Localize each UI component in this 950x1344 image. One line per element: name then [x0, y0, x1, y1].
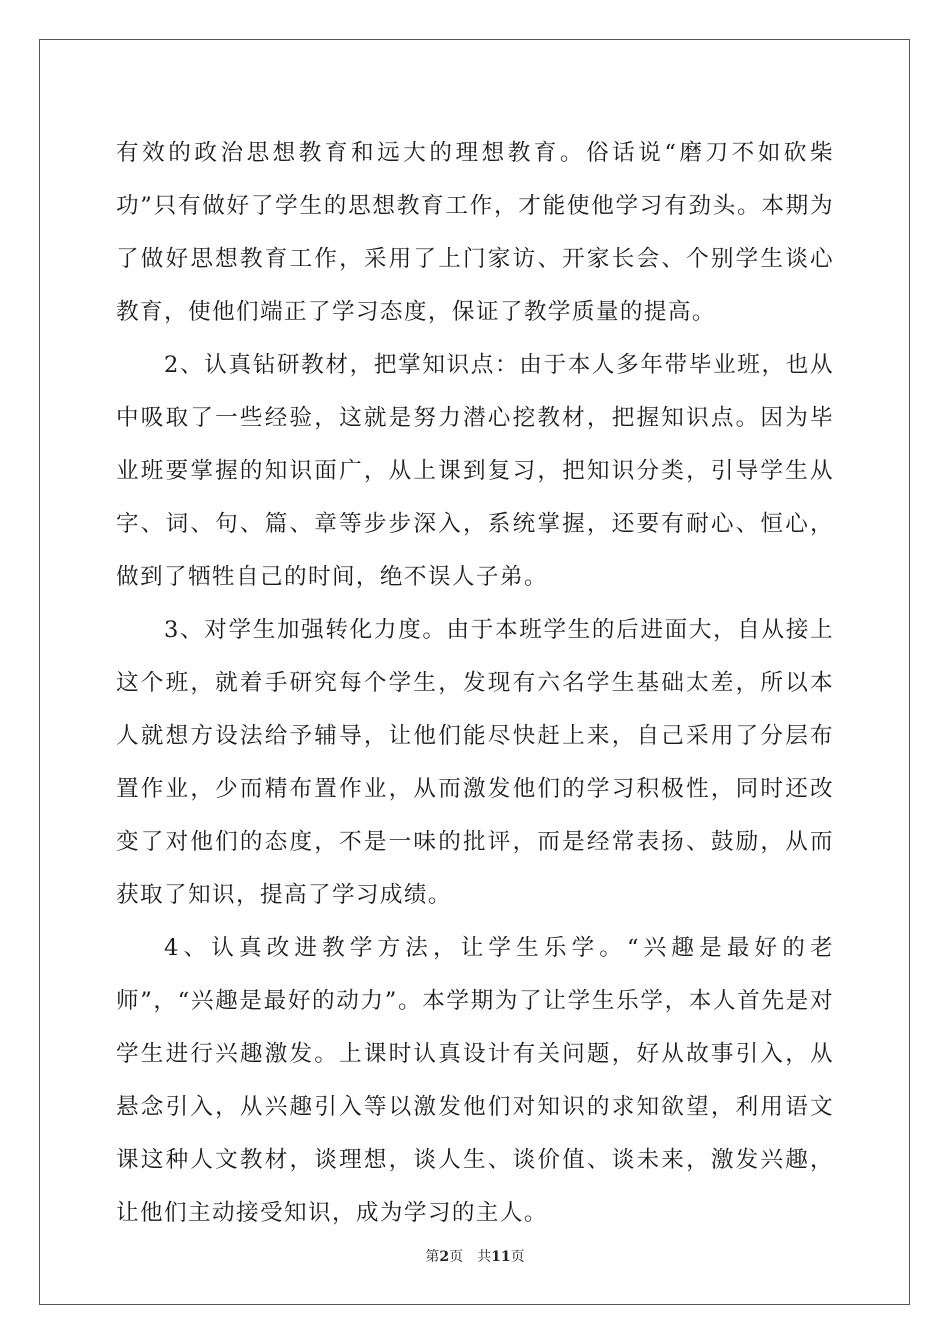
total-pages-suffix: 页 [510, 1249, 525, 1265]
document-body [116, 127, 834, 1240]
paragraph: 有效的政治思想教育和远大的理想教育。俗话说“磨刀不如砍柴功”只有做好了学生的思想教育工作，才能使他学习有劲头。本期为了做好思想教育工作，采用了上门家访、开家长会、个别学生谈心教育，使他们端正了学习态度，保证了教学质量的提高。 [116, 140, 834, 325]
total-pages-prefix: 共 [477, 1249, 492, 1265]
paragraph: 3、对学生加强转化力度。由于本班学生的后进面大，自从接上这个班，就着手研究每个学生，发现有六名学生基础太差，所以本人就想方设法给予辅导，让他们能尽快赶上来，自己采用了分层布置作业，少而精布置作业，从而激发他们的学习积极性，同时还改变了对他们的态度，不是一味的批评，而是经常表扬、鼓励，从而获取了知识，提高了学习成绩。 [116, 617, 834, 908]
page-number-prefix: 第 [425, 1249, 440, 1265]
page-number: 2 [439, 1249, 450, 1265]
page-footer [0, 1247, 950, 1267]
paragraph: 2、认真钻研教材，把掌知识点：由于本人多年带毕业班，也从中吸取了一些经验，这就是努力潜心挖教材，把握知识点。因为毕业班要掌握的知识面广，从上课到复习，把知识分类，引导学生从字、词、句、篇、章等步步深入，系统掌握，还要有耐心、恒心，做到了牺牲自己的时间，绝不误人子弟。 [116, 352, 834, 590]
total-pages: 11 [491, 1249, 511, 1265]
page-number-suffix: 页 [449, 1249, 464, 1265]
paragraph: 4、认真改进教学方法，让学生乐学。“兴趣是最好的老师”，“兴趣是最好的动力”。本学期为了让学生乐学，本人首先是对学生进行兴趣激发。上课时认真设计有关问题，好从故事引入，从悬念引入，从兴趣引入等以激发他们对知识的求知欲望，利用语文课这种人文教材，谈理想，谈人生、谈价值、谈未来，激发兴趣，让他们主动接受知识，成为学习的主人。 [116, 935, 834, 1226]
